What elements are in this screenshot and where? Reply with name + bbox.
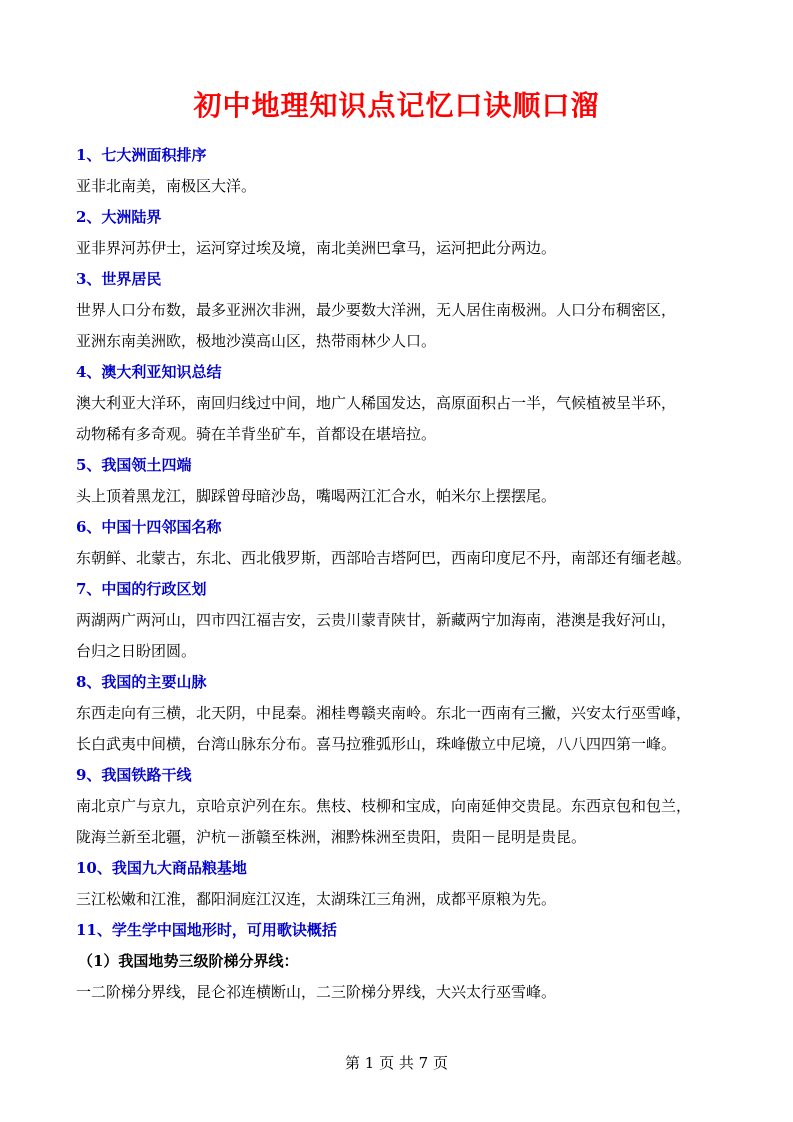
paragraph-line: 世界人口分布数，最多亚洲次非洲，最少要数大洋洲，无人居住南极洲。人口分布稠密区， (76, 301, 677, 319)
paragraph-line: 澳大利亚大洋环，南回归线过中间，地广人稀国发达，高原面积占一半，气候植被呈半环， (76, 394, 677, 412)
paragraph-line: 一二阶梯分界线，昆仑祁连横断山，二三阶梯分界线，大兴太行巫雪峰。 (76, 983, 557, 1001)
subsection-heading: （1）我国地势三级阶梯分界线： (78, 952, 299, 970)
paragraph-line: 动物稀有多奇观。骑在羊背坐矿车，首都设在堪培拉。 (76, 425, 437, 443)
section-heading: 10、我国九大商品粮基地 (76, 859, 247, 877)
document-content (76, 140, 726, 1008)
section-paragraph (76, 791, 726, 853)
section-heading: 7、中国的行政区划 (76, 580, 207, 598)
paragraph-line: 长白武夷中间横，台湾山脉东分布。喜马拉雅弧形山，珠峰傲立中尼境，八八四四第一峰。 (76, 735, 677, 753)
paragraph-line: 亚非界河苏伊士，运河穿过埃及境，南北美洲巴拿马，运河把此分两边。 (76, 239, 557, 257)
section-paragraph (76, 884, 726, 915)
section-heading: 5、我国领土四端 (76, 456, 192, 474)
paragraph-line: 三江松嫩和江淮，鄱阳洞庭江汉连，太湖珠江三角洲，成都平原粮为先。 (76, 890, 557, 908)
section-paragraph (76, 233, 726, 264)
section-paragraph (76, 481, 726, 512)
section-heading: 8、我国的主要山脉 (76, 673, 207, 691)
section-paragraph (76, 605, 726, 667)
section-heading: 6、中国十四邻国名称 (76, 518, 222, 536)
section-heading: 3、世界居民 (76, 270, 162, 288)
section-heading: 4、澳大利亚知识总结 (76, 363, 222, 381)
section-paragraph (76, 295, 726, 357)
paragraph-line: 亚洲东南美洲欧，极地沙漠高山区，热带雨林少人口。 (76, 332, 437, 350)
section-heading: 9、我国铁路干线 (76, 766, 192, 784)
section-paragraph (76, 388, 726, 450)
section-heading: 11、学生学中国地形时，可用歌诀概括 (76, 921, 337, 939)
section-paragraph (76, 171, 726, 202)
paragraph-line: 头上顶着黑龙江，脚踩曾母暗沙岛，嘴喝两江汇合水，帕米尔上摆摆尾。 (76, 487, 557, 505)
paragraph-line: 南北京广与京九，京哈京沪列在东。焦枝、枝柳和宝成，向南延伸交贵昆。东西京包和包兰， (76, 797, 692, 815)
section-paragraph (76, 698, 726, 760)
page-title: 初中地理知识点记忆口诀顺口溜 (193, 89, 600, 122)
paragraph-line: 陇海兰新至北疆，沪杭－浙赣至株洲，湘黔株洲至贵阳，贵阳－昆明是贵昆。 (76, 828, 587, 846)
paragraph-line: 东西走向有三横，北天阴，中昆秦。湘桂粤赣夹南岭。东北一西南有三撇，兴安太行巫雪峰， (76, 704, 692, 722)
section-paragraph (76, 977, 726, 1008)
page-footer: 第 1 页 共 7 页 (345, 1054, 448, 1072)
paragraph-line: 台归之日盼团圆。 (76, 642, 197, 660)
paragraph-line: 东朝鲜、北蒙古，东北、西北俄罗斯，西部哈吉塔阿巴，西南印度尼不丹，南部还有缅老越。 (76, 549, 692, 567)
paragraph-line: 两湖两广两河山，四市四江福吉安，云贵川蒙青陕甘，新藏两宁加海南，港澳是我好河山， (76, 611, 677, 629)
section-paragraph (76, 543, 726, 574)
paragraph-line: 亚非北南美，南极区大洋。 (76, 177, 257, 195)
section-heading: 2、大洲陆界 (76, 208, 162, 226)
section-heading: 1、七大洲面积排序 (76, 146, 207, 164)
